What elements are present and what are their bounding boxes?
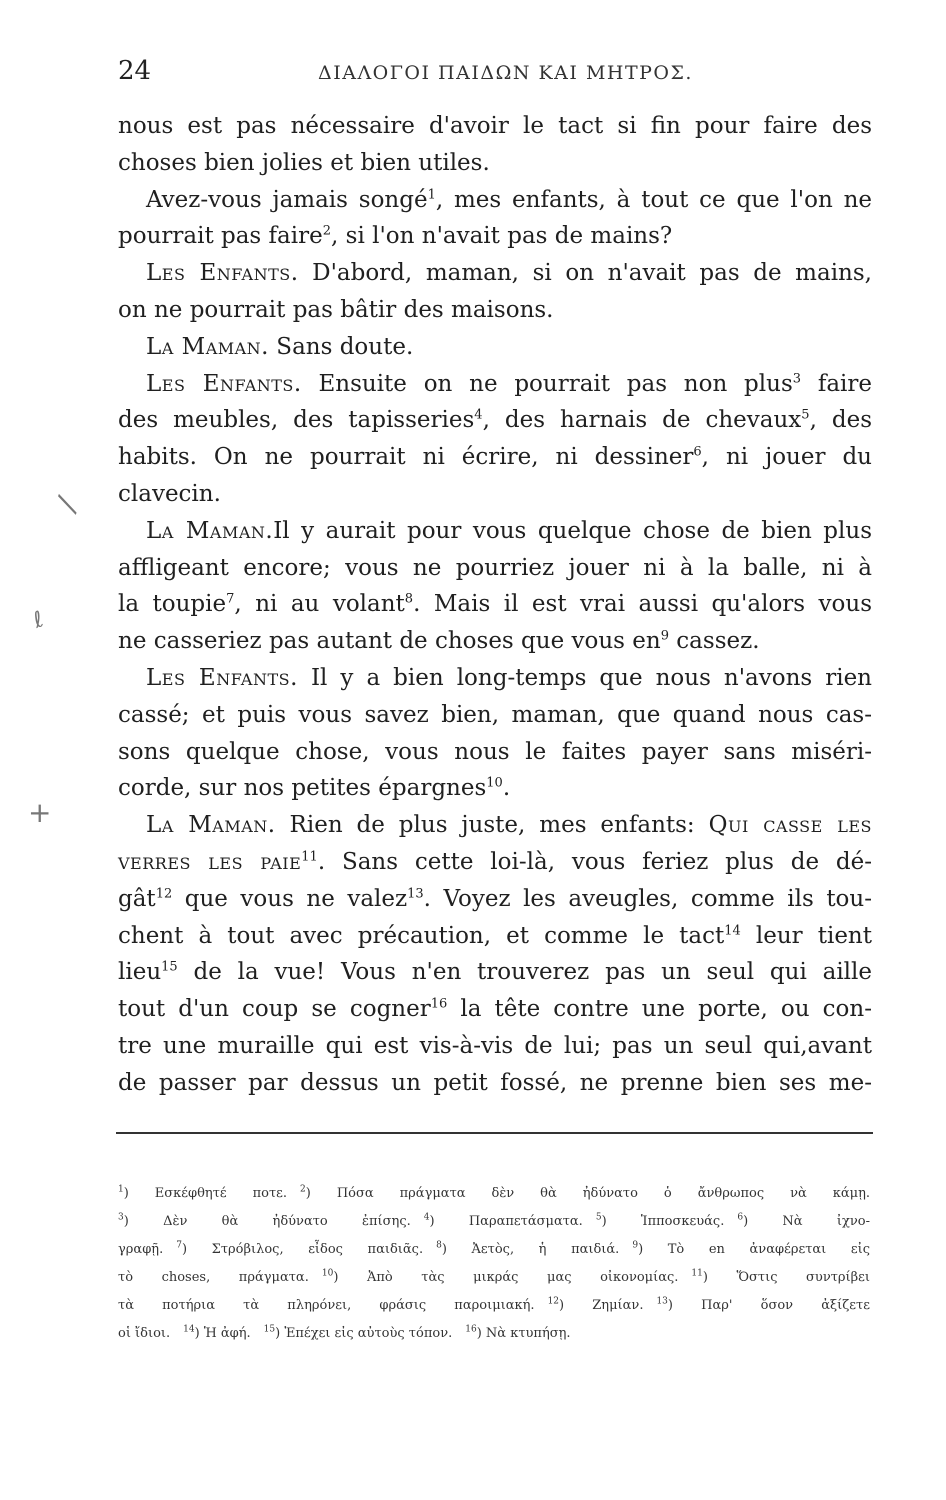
footnote-line bbox=[118, 1320, 870, 1348]
footnote-line bbox=[118, 1180, 870, 1208]
text-run: faire bbox=[801, 370, 873, 397]
text-run: Il y aurait pour vous quelque chose de bien plus bbox=[273, 517, 873, 544]
footnote-ref: 3 bbox=[792, 370, 802, 386]
footnote-text: Ἀετὸς, ἡ παιδιά. bbox=[471, 1242, 620, 1257]
footnote-text: Ἱπποσκευάς. bbox=[640, 1214, 725, 1229]
main-text bbox=[118, 108, 872, 1102]
footnote-ref: 14 bbox=[724, 922, 741, 938]
text-line bbox=[118, 218, 872, 255]
footnote-ref: 5 bbox=[801, 407, 810, 423]
text-run: de la vue! Vous n'en trouverez pas un seul qui aille bbox=[177, 959, 872, 986]
footnote-ref: 1 bbox=[118, 1184, 124, 1195]
footnote-paren: ) bbox=[667, 1298, 702, 1313]
text-line bbox=[118, 807, 872, 844]
footnote-ref: 14 bbox=[183, 1324, 195, 1335]
footnote-paren: ) bbox=[194, 1326, 204, 1341]
margin-pencil-mark: ℓ bbox=[29, 607, 48, 634]
footnote-text: Ἐπέχει εἰς αὐτοὺς τόπον. bbox=[284, 1326, 453, 1341]
page-header bbox=[118, 56, 878, 92]
text-line bbox=[118, 145, 872, 182]
text-line bbox=[118, 550, 872, 587]
footnote-paren: ) bbox=[275, 1326, 285, 1341]
text-line bbox=[118, 660, 872, 697]
text-run: que vous ne valez bbox=[172, 885, 408, 912]
text-run: , mes enfants, à tout ce que l'on ne bbox=[435, 186, 873, 213]
footnote-text: Πόσα πράγματα δὲν θὰ ἠδύνατο ὁ ἄνθρωπος νὰ κάμῃ. bbox=[336, 1186, 870, 1201]
footnote-text: τὸ choses, πράγματα. bbox=[118, 1270, 309, 1285]
footnote-text: Νὰ ἰχνο- bbox=[782, 1214, 870, 1229]
footnote-text: Παραπετάσματα. bbox=[468, 1214, 583, 1229]
text-run: sons quelque chose, vous nous le faites payer sans miséri- bbox=[118, 738, 872, 765]
footnote-divider bbox=[116, 1132, 873, 1134]
speaker-name: La Maman. bbox=[146, 517, 274, 544]
footnote-ref: 2 bbox=[322, 223, 332, 239]
footnote-paren: ) bbox=[123, 1186, 155, 1201]
footnote-ref: 7 bbox=[226, 591, 235, 607]
footnote-ref: 13 bbox=[407, 886, 424, 902]
text-line bbox=[118, 402, 872, 439]
speaker-name: Les Enfants. bbox=[146, 260, 299, 287]
footnote-paren: ) bbox=[559, 1298, 593, 1313]
text-run: gât bbox=[118, 885, 156, 912]
footnote-ref: 11 bbox=[301, 849, 318, 865]
footnote-text: Ζημίαν. bbox=[592, 1298, 644, 1313]
text-run: corde, sur nos petites épargnes bbox=[118, 775, 487, 802]
footnote-text: γραφῇ. bbox=[118, 1242, 164, 1257]
footnote-ref: 1 bbox=[427, 186, 436, 202]
footnote-paren: ) bbox=[638, 1242, 668, 1257]
footnote-ref: 6 bbox=[693, 444, 702, 460]
footnote-text: Εσκέφθητέ ποτε. bbox=[154, 1186, 288, 1201]
footnote-text: Ἀπὸ τὰς μικράς μας οἰκονομίας. bbox=[366, 1270, 679, 1285]
footnote-line bbox=[118, 1236, 870, 1264]
text-run: habits. On ne pourrait ni écrire, ni dessiner bbox=[118, 444, 694, 471]
text-run: tre une muraille qui est vis-à-vis de lui; pas un seul qui,avant bbox=[118, 1032, 872, 1059]
footnote-paren: ) bbox=[429, 1214, 469, 1229]
footnote-text: Τὸ en ἀναφέρεται εἰς bbox=[667, 1242, 870, 1257]
text-line bbox=[118, 586, 872, 623]
footnotes bbox=[118, 1180, 870, 1348]
footnote-text: Ἡ ἀφή. bbox=[203, 1326, 251, 1341]
footnote-ref: 4 bbox=[423, 1212, 430, 1223]
text-line bbox=[118, 991, 872, 1028]
footnote-ref: 5 bbox=[595, 1212, 602, 1223]
text-line bbox=[118, 623, 872, 660]
footnote-line bbox=[118, 1208, 870, 1236]
text-run: ne casseriez pas autant de choses que vous en bbox=[118, 628, 661, 655]
text-run: Avez-vous jamais songé bbox=[146, 186, 428, 213]
text-line bbox=[118, 182, 872, 219]
text-run: clavecin. bbox=[118, 480, 221, 507]
text-run: choses bien jolies et bien utiles. bbox=[118, 149, 490, 176]
footnote-text: Ὅστις συντρίβει bbox=[736, 1270, 871, 1285]
speaker-name: verres les paie bbox=[118, 848, 302, 875]
text-run: . Sans cette loi-là, vous feriez plus de dé- bbox=[317, 848, 872, 875]
running-title: ΔΙΑΛΟΓΟΙ ΠΑΙΔΩΝ ΚΑΙ ΜΗΤΡΟΣ. bbox=[318, 62, 693, 84]
text-run: . Voyez les aveugles, comme ils tou- bbox=[423, 885, 872, 912]
text-run: cassé; et puis vous savez bien, maman, que quand nous cas- bbox=[118, 701, 872, 728]
text-run: de passer par dessus un petit fossé, ne prenne bien ses me- bbox=[118, 1069, 872, 1096]
footnote-paren: ) bbox=[441, 1242, 472, 1257]
text-run: , ni jouer du bbox=[701, 444, 872, 471]
text-run: des meubles, des tapisseries bbox=[118, 407, 475, 434]
text-run: . bbox=[502, 775, 511, 802]
footnote-ref: 10 bbox=[321, 1268, 334, 1279]
footnote-paren: ) bbox=[702, 1270, 737, 1285]
footnote-ref: 8 bbox=[404, 591, 414, 607]
footnote-ref: 13 bbox=[656, 1296, 668, 1307]
footnote-ref: 6 bbox=[737, 1212, 744, 1223]
footnote-ref: 16 bbox=[465, 1324, 477, 1335]
footnote-text: τὰ ποτήρια τὰ πληρόνει, φράσις παροιμιακή. bbox=[118, 1298, 535, 1313]
footnote-paren: ) bbox=[123, 1214, 164, 1229]
small-caps-text: Qui casse les bbox=[708, 812, 872, 839]
text-line bbox=[118, 697, 872, 734]
text-run: , des bbox=[809, 407, 872, 434]
text-run: nous est pas nécessaire d'avoir le tact si fin pour faire des bbox=[118, 113, 872, 139]
text-line bbox=[118, 255, 872, 292]
text-run: Sans doute. bbox=[269, 333, 414, 360]
text-run: leur tient bbox=[740, 922, 872, 949]
footnote-line bbox=[118, 1264, 870, 1292]
footnote-text: Νὰ κτυπήσῃ. bbox=[485, 1326, 571, 1341]
margin-pencil-mark: / bbox=[49, 494, 84, 515]
footnote-paren: ) bbox=[601, 1214, 641, 1229]
footnote-ref: 8 bbox=[436, 1240, 442, 1251]
footnote-ref: 2 bbox=[300, 1184, 306, 1195]
speaker-name: Les Enfants. bbox=[146, 664, 298, 691]
text-run: cassez. bbox=[668, 628, 760, 655]
footnote-ref: 15 bbox=[263, 1324, 276, 1335]
footnote-ref: 16 bbox=[430, 996, 448, 1012]
margin-pencil-mark: + bbox=[28, 796, 52, 829]
text-run: tout d'un coup se cogner bbox=[118, 996, 431, 1023]
text-run: on ne pourrait pas bâtir des maisons. bbox=[118, 296, 554, 323]
text-run: chent à tout avec précaution, et comme le tact bbox=[118, 922, 725, 949]
footnote-ref: 4 bbox=[474, 407, 483, 423]
text-line bbox=[118, 1028, 872, 1065]
footnote-ref: 11 bbox=[691, 1268, 703, 1279]
text-run: D'abord, maman, si on n'avait pas de mains, bbox=[298, 260, 872, 287]
footnote-paren: ) bbox=[333, 1270, 367, 1285]
text-line bbox=[118, 439, 872, 476]
footnote-paren: ) bbox=[305, 1186, 337, 1201]
text-line bbox=[118, 734, 872, 771]
footnote-text: Στρόβιλος, εἶδος παιδιᾶς. bbox=[211, 1242, 424, 1257]
text-line bbox=[118, 366, 872, 403]
footnote-text: οἱ ἴδιοι. bbox=[118, 1326, 171, 1341]
footnote-paren: ) bbox=[181, 1242, 212, 1257]
footnote-ref: 15 bbox=[161, 959, 178, 975]
text-run: pourrait pas faire bbox=[118, 223, 323, 250]
footnote-ref: 7 bbox=[176, 1240, 182, 1251]
text-line bbox=[118, 954, 872, 991]
text-run: la tête contre une porte, ou con- bbox=[447, 996, 872, 1023]
footnote-ref: 9 bbox=[660, 628, 669, 644]
text-run: Ensuite on ne pourrait pas non plus bbox=[301, 370, 793, 397]
footnote-ref: 10 bbox=[486, 775, 503, 791]
text-run: Rien de plus juste, mes enfants: bbox=[275, 812, 709, 839]
footnote-paren: ) bbox=[743, 1214, 783, 1229]
text-line bbox=[118, 881, 872, 918]
text-run: . Mais il est vrai aussi qu'alors vous bbox=[413, 591, 873, 618]
text-run: , si l'on n'avait pas de mains? bbox=[331, 223, 673, 250]
footnote-text: Δὲν θὰ ἠδύνατο ἐπίσης. bbox=[163, 1214, 411, 1229]
text-run: , des harnais de chevaux bbox=[482, 407, 802, 434]
text-line bbox=[118, 292, 872, 329]
speaker-name: La Maman. bbox=[146, 333, 269, 360]
text-run: affligeant encore; vous ne pourriez jouer ni à la balle, ni à bbox=[118, 554, 872, 581]
text-run: , ni au volant bbox=[234, 591, 405, 618]
footnote-text: Παρ' ὅσον ἀξίζετε bbox=[701, 1298, 870, 1313]
text-line bbox=[118, 476, 872, 513]
footnote-ref: 3 bbox=[118, 1212, 124, 1223]
footnote-ref: 12 bbox=[547, 1296, 560, 1307]
text-run: Il y a bien long-temps que nous n'avons rien bbox=[297, 664, 872, 691]
text-line bbox=[118, 513, 872, 550]
text-line bbox=[118, 918, 872, 955]
text-line bbox=[118, 844, 872, 881]
text-line bbox=[118, 108, 872, 145]
text-line bbox=[118, 1065, 872, 1102]
footnote-line bbox=[118, 1292, 870, 1320]
footnote-paren: ) bbox=[476, 1326, 486, 1341]
speaker-name: Les Enfants. bbox=[146, 370, 302, 397]
text-line bbox=[118, 770, 872, 807]
footnote-ref: 12 bbox=[155, 886, 173, 902]
text-line bbox=[118, 329, 872, 366]
page-number: 24 bbox=[118, 56, 152, 86]
footnote-ref: 9 bbox=[632, 1240, 639, 1251]
text-run: la toupie bbox=[118, 591, 227, 618]
speaker-name: La Maman. bbox=[146, 812, 276, 839]
text-run: lieu bbox=[118, 959, 162, 986]
